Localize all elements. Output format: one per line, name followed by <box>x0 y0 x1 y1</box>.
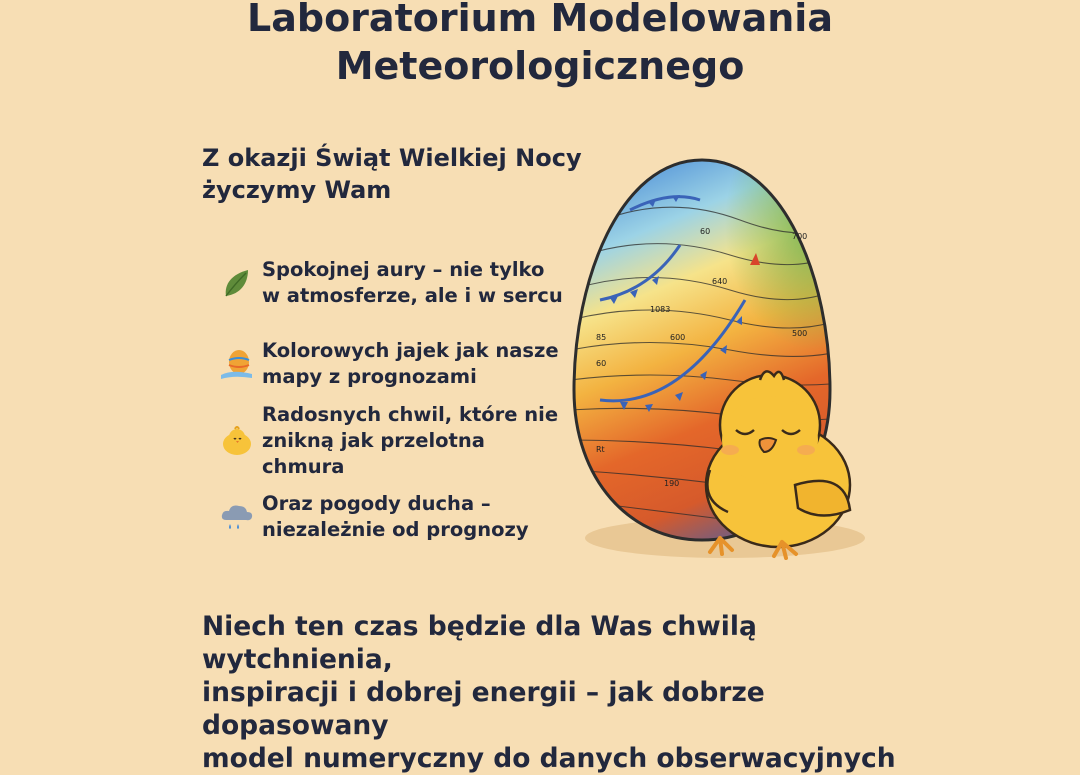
contour-label: 640 <box>712 277 728 286</box>
contour-label: 1083 <box>650 305 671 314</box>
rain-cloud-icon <box>218 498 256 536</box>
contour-label: 85 <box>596 333 607 342</box>
contour-label: 60 <box>596 359 607 368</box>
greeting-line-1: Z okazji Świąt Wielkiej Nocy <box>202 144 582 172</box>
closing-line-3: model numeryczny do danych obserwacyjnych <box>202 743 896 774</box>
easter-egg-icon <box>218 345 256 383</box>
wish-item <box>218 491 563 543</box>
wish-text-line: Radosnych chwil, które nie <box>262 403 559 426</box>
leaf-icon <box>218 264 256 302</box>
greeting <box>202 142 602 206</box>
greeting-line-2: życzymy Wam <box>202 176 392 204</box>
closing-line-2: inspiracji i dobrej energii – jak dobrze dopasowany <box>202 677 765 741</box>
wish-text-line: Kolorowych jajek jak nasze <box>262 339 559 362</box>
contour-label: 190 <box>664 479 680 488</box>
title-line-1: Laboratorium Modelowania <box>247 0 833 40</box>
wish-text-line: mapy z prognozami <box>262 365 477 388</box>
chick-icon <box>218 422 256 460</box>
contour-label: 500 <box>792 329 808 338</box>
closing-line-1: Niech ten czas będzie dla Was chwilą wytchnienia, <box>202 611 757 675</box>
contour-label: 600 <box>670 333 686 342</box>
contour-label: 700 <box>792 232 808 241</box>
wish-text-line: znikną jak przelotna <box>262 429 485 452</box>
title-line-2: Meteorologicznego <box>335 44 745 88</box>
contour-label: 60 <box>700 227 711 236</box>
wish-item <box>218 338 563 390</box>
wish-item <box>218 257 563 309</box>
wish-text-line: chmura <box>262 455 345 478</box>
egg-weather-map-illustration <box>560 140 910 580</box>
contour-label: Rt <box>596 445 605 454</box>
closing-message <box>202 610 922 775</box>
wish-text-line: niezależnie od prognozy <box>262 518 529 541</box>
wish-text-line: Oraz pogody ducha – <box>262 492 491 515</box>
wish-text-line: Spokojnej aury – nie tylko <box>262 258 545 281</box>
wish-text-line: w atmosferze, ale i w sercu <box>262 284 563 307</box>
wish-item <box>218 402 563 480</box>
page-title <box>0 0 1080 90</box>
